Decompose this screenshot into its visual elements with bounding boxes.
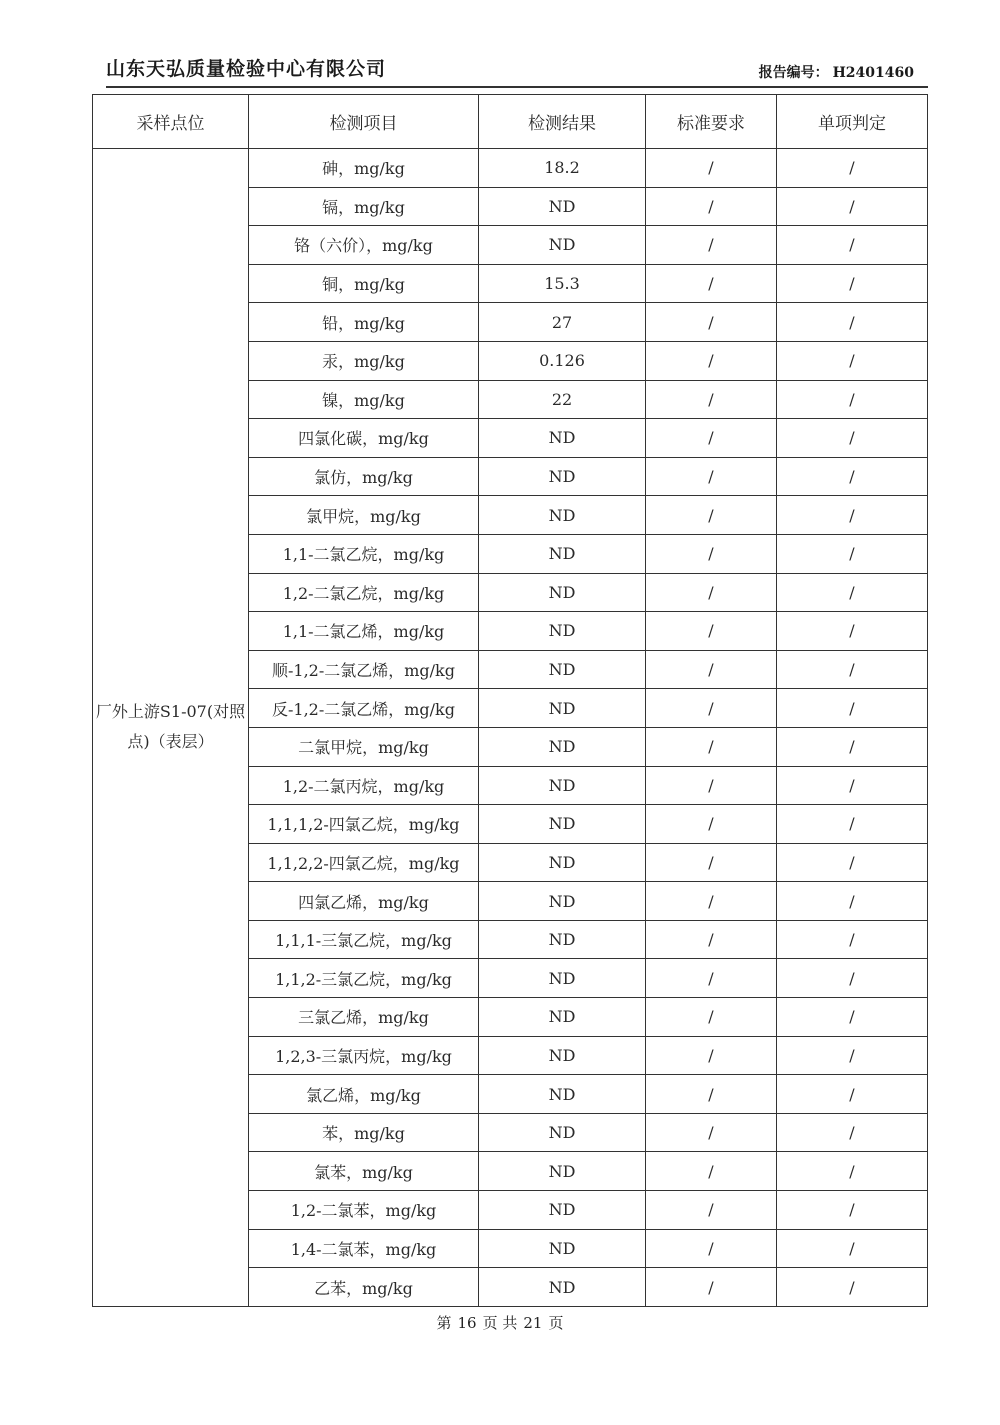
standard-requirement-cell: / — [646, 998, 777, 1037]
standard-requirement-cell: / — [646, 1152, 777, 1191]
standard-requirement-cell: / — [646, 959, 777, 998]
page-footer — [0, 1312, 1000, 1333]
test-item-cell: 铬（六价），mg/kg — [249, 226, 479, 265]
test-result-cell: ND — [479, 1036, 646, 1075]
test-item-cell: 1,1-二氯乙烯，mg/kg — [249, 612, 479, 651]
standard-requirement-cell: / — [646, 380, 777, 419]
item-judgement-cell: / — [777, 380, 928, 419]
test-item-cell: 砷，mg/kg — [249, 149, 479, 188]
test-item-cell: 1,1-二氯乙烷，mg/kg — [249, 534, 479, 573]
item-judgement-cell: / — [777, 573, 928, 612]
item-judgement-cell: / — [777, 341, 928, 380]
sampling-site-cell: 厂外上游S1-07(对照点)（表层） — [93, 149, 249, 1307]
test-item-cell: 1,4-二氯苯，mg/kg — [249, 1229, 479, 1268]
item-judgement-cell: / — [777, 689, 928, 728]
test-result-cell: ND — [479, 187, 646, 226]
standard-requirement-cell: / — [646, 149, 777, 188]
test-result-cell: ND — [479, 920, 646, 959]
standard-requirement-cell: / — [646, 920, 777, 959]
item-judgement-cell: / — [777, 264, 928, 303]
test-item-cell: 三氯乙烯，mg/kg — [249, 998, 479, 1037]
standard-requirement-cell: / — [646, 341, 777, 380]
standard-requirement-cell: / — [646, 534, 777, 573]
footer-total-pages: 21 — [523, 1314, 543, 1332]
test-result-cell: ND — [479, 959, 646, 998]
test-item-cell: 1,2-二氯乙烷，mg/kg — [249, 573, 479, 612]
test-result-cell: ND — [479, 496, 646, 535]
item-judgement-cell: / — [777, 303, 928, 342]
standard-requirement-cell: / — [646, 187, 777, 226]
results-table — [92, 94, 928, 1307]
report-number — [759, 62, 914, 82]
standard-requirement-cell: / — [646, 1036, 777, 1075]
test-result-cell: ND — [479, 998, 646, 1037]
test-item-cell: 1,2-二氯苯，mg/kg — [249, 1191, 479, 1230]
company-name: 山东天弘质量检验中心有限公司 — [106, 58, 387, 80]
standard-requirement-cell: / — [646, 882, 777, 921]
test-result-cell: ND — [479, 805, 646, 844]
item-judgement-cell: / — [777, 226, 928, 265]
test-item-cell: 苯，mg/kg — [249, 1113, 479, 1152]
item-judgement-cell: / — [777, 457, 928, 496]
test-result-cell: ND — [479, 843, 646, 882]
test-item-cell: 四氯乙烯，mg/kg — [249, 882, 479, 921]
item-judgement-cell: / — [777, 1075, 928, 1114]
test-result-cell: 15.3 — [479, 264, 646, 303]
test-item-cell: 1,1,1,2-四氯乙烷，mg/kg — [249, 805, 479, 844]
item-judgement-cell: / — [777, 766, 928, 805]
test-item-cell: 氯乙烯，mg/kg — [249, 1075, 479, 1114]
test-result-cell: ND — [479, 534, 646, 573]
standard-requirement-cell: / — [646, 264, 777, 303]
test-item-cell: 汞，mg/kg — [249, 341, 479, 380]
test-item-cell: 1,1,1-三氯乙烷，mg/kg — [249, 920, 479, 959]
item-judgement-cell: / — [777, 149, 928, 188]
standard-requirement-cell: / — [646, 805, 777, 844]
test-item-cell: 1,2-二氯丙烷，mg/kg — [249, 766, 479, 805]
footer-suffix: 页 — [548, 1314, 564, 1332]
item-judgement-cell: / — [777, 1036, 928, 1075]
column-header-judgement: 单项判定 — [777, 95, 928, 149]
item-judgement-cell: / — [777, 650, 928, 689]
report-number-label: 报告编号： — [758, 65, 829, 81]
item-judgement-cell: / — [777, 843, 928, 882]
test-result-cell: ND — [479, 1152, 646, 1191]
item-judgement-cell: / — [777, 920, 928, 959]
test-item-cell: 反-1,2-二氯乙烯，mg/kg — [249, 689, 479, 728]
test-item-cell: 1,1,2,2-四氯乙烷，mg/kg — [249, 843, 479, 882]
standard-requirement-cell: / — [646, 766, 777, 805]
table-body — [93, 149, 928, 1307]
item-judgement-cell: / — [777, 805, 928, 844]
column-header-item: 检测项目 — [249, 95, 479, 149]
test-item-cell: 1,1,2-三氯乙烷，mg/kg — [249, 959, 479, 998]
standard-requirement-cell: / — [646, 1191, 777, 1230]
column-header-site: 采样点位 — [93, 95, 249, 149]
item-judgement-cell: / — [777, 1268, 928, 1307]
test-result-cell: ND — [479, 766, 646, 805]
test-item-cell: 二氯甲烷，mg/kg — [249, 727, 479, 766]
standard-requirement-cell: / — [646, 1268, 777, 1307]
item-judgement-cell: / — [777, 882, 928, 921]
standard-requirement-cell: / — [646, 226, 777, 265]
page-header — [106, 52, 928, 88]
standard-requirement-cell: / — [646, 303, 777, 342]
test-result-cell: ND — [479, 689, 646, 728]
item-judgement-cell: / — [777, 1113, 928, 1152]
test-result-cell: ND — [479, 457, 646, 496]
test-item-cell: 四氯化碳，mg/kg — [249, 419, 479, 458]
column-header-standard: 标准要求 — [646, 95, 777, 149]
standard-requirement-cell: / — [646, 1113, 777, 1152]
standard-requirement-cell: / — [646, 689, 777, 728]
item-judgement-cell: / — [777, 187, 928, 226]
test-result-cell: ND — [479, 727, 646, 766]
standard-requirement-cell: / — [646, 457, 777, 496]
standard-requirement-cell: / — [646, 1075, 777, 1114]
column-header-result: 检测结果 — [479, 95, 646, 149]
item-judgement-cell: / — [777, 419, 928, 458]
test-result-cell: ND — [479, 1191, 646, 1230]
standard-requirement-cell: / — [646, 727, 777, 766]
test-result-cell: ND — [479, 1268, 646, 1307]
footer-page-number: 16 — [457, 1314, 477, 1332]
item-judgement-cell: / — [777, 496, 928, 535]
item-judgement-cell: / — [777, 1229, 928, 1268]
test-result-cell: 27 — [479, 303, 646, 342]
test-item-cell: 镍，mg/kg — [249, 380, 479, 419]
item-judgement-cell: / — [777, 1152, 928, 1191]
item-judgement-cell: / — [777, 1191, 928, 1230]
test-result-cell: ND — [479, 1113, 646, 1152]
test-result-cell: 0.126 — [479, 341, 646, 380]
test-item-cell: 氯苯，mg/kg — [249, 1152, 479, 1191]
test-item-cell: 顺-1,2-二氯乙烯，mg/kg — [249, 650, 479, 689]
test-result-cell: ND — [479, 882, 646, 921]
item-judgement-cell: / — [777, 959, 928, 998]
standard-requirement-cell: / — [646, 650, 777, 689]
standard-requirement-cell: / — [646, 612, 777, 651]
table-row — [93, 149, 928, 188]
test-result-cell: ND — [479, 612, 646, 651]
standard-requirement-cell: / — [646, 573, 777, 612]
item-judgement-cell: / — [777, 612, 928, 651]
test-result-cell: ND — [479, 1229, 646, 1268]
footer-prefix: 第 — [436, 1314, 452, 1332]
item-judgement-cell: / — [777, 727, 928, 766]
test-result-cell: ND — [479, 419, 646, 458]
standard-requirement-cell: / — [646, 843, 777, 882]
test-item-cell: 铅，mg/kg — [249, 303, 479, 342]
test-item-cell: 镉，mg/kg — [249, 187, 479, 226]
footer-mid: 页 共 — [482, 1314, 518, 1332]
test-item-cell: 乙苯，mg/kg — [249, 1268, 479, 1307]
test-result-cell: ND — [479, 1075, 646, 1114]
standard-requirement-cell: / — [646, 496, 777, 535]
test-item-cell: 铜，mg/kg — [249, 264, 479, 303]
table-header-row — [93, 95, 928, 149]
test-item-cell: 氯仿，mg/kg — [249, 457, 479, 496]
report-number-value: H2401460 — [832, 65, 914, 81]
item-judgement-cell: / — [777, 998, 928, 1037]
test-result-cell: ND — [479, 650, 646, 689]
standard-requirement-cell: / — [646, 1229, 777, 1268]
item-judgement-cell: / — [777, 534, 928, 573]
test-result-cell: ND — [479, 226, 646, 265]
test-result-cell: 22 — [479, 380, 646, 419]
test-result-cell: ND — [479, 573, 646, 612]
test-result-cell: 18.2 — [479, 149, 646, 188]
standard-requirement-cell: / — [646, 419, 777, 458]
test-item-cell: 1,2,3-三氯丙烷，mg/kg — [249, 1036, 479, 1075]
test-item-cell: 氯甲烷，mg/kg — [249, 496, 479, 535]
